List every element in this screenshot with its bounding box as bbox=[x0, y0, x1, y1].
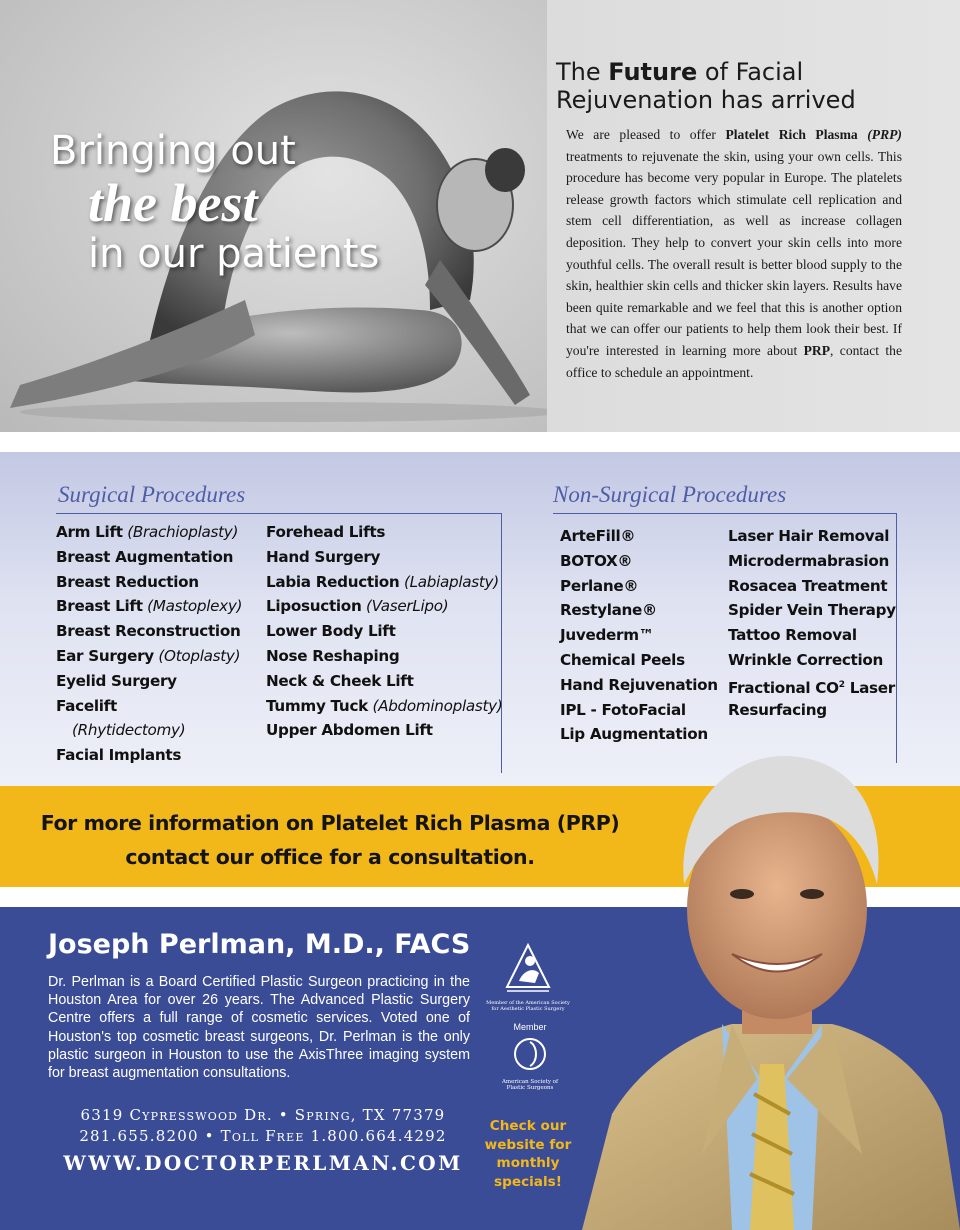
nonsurgical-procedure-label: Juvederm™ bbox=[560, 626, 654, 645]
hero-section bbox=[0, 0, 960, 432]
surgical-procedure-item bbox=[56, 743, 242, 768]
surgical-procedure-label: Neck & Cheek Lift bbox=[266, 671, 414, 690]
intro-italic-prp: (PRP) bbox=[857, 127, 902, 142]
surgical-procedure-label: Tummy Tuck bbox=[266, 696, 368, 715]
nonsurgical-procedure-label: Laser Hair Removal bbox=[728, 527, 890, 545]
surgical-list-col1 bbox=[56, 520, 242, 768]
asaps-figure-icon bbox=[505, 943, 551, 993]
surgical-procedure-item bbox=[56, 545, 242, 570]
doctor-portrait bbox=[582, 734, 960, 1230]
nonsurgical-procedure-label: Chemical Peels bbox=[560, 650, 685, 669]
nonsurgical-procedure-label: Resurfacing bbox=[728, 700, 827, 719]
surgical-procedure-item bbox=[266, 718, 502, 743]
surgical-procedure-label: Breast Lift bbox=[56, 597, 143, 616]
website-link[interactable]: WWW.DOCTORPERLMAN.COM bbox=[63, 1151, 463, 1175]
asps-seal-icon bbox=[512, 1036, 548, 1072]
hero-tagline bbox=[50, 128, 379, 276]
surgical-procedure-label: Labia Reduction bbox=[266, 572, 400, 591]
phone-numbers: 281.655.8200 • Toll Free 1.800.664.4292 bbox=[79, 1127, 447, 1145]
surgical-procedure-alt-name: (Rhytidectomy) bbox=[72, 721, 186, 740]
surgical-procedure-item bbox=[266, 570, 502, 595]
cta-line-2: contact our office for a consultation. bbox=[125, 845, 535, 869]
nonsurgical-title: Non-Surgical Procedures bbox=[553, 482, 787, 507]
nonsurgical-procedure-label: Rosacea Treatment bbox=[728, 576, 888, 595]
surgical-procedure-item bbox=[266, 520, 502, 545]
nonsurgical-procedure-item bbox=[728, 549, 896, 574]
nonsurgical-procedure-item bbox=[560, 698, 718, 723]
tagline-line-1: Bringing out bbox=[50, 128, 296, 174]
surgical-procedure-alt-name: (Brachioplasty) bbox=[122, 523, 239, 541]
surgical-procedure-item bbox=[266, 594, 502, 619]
specials-line-1: Check our bbox=[489, 1118, 567, 1134]
nonsurgical-procedure-item bbox=[728, 673, 896, 698]
asps-member-label: Member bbox=[513, 1022, 547, 1032]
surgical-procedure-label: Upper Abdomen Lift bbox=[266, 721, 433, 740]
tagline-line-2: the best bbox=[88, 173, 258, 233]
doctor-bio: Dr. Perlman is a Board Certified Plastic Surgeon practicing in the Houston Area for over 26 years. The Advanced Plastic Surgery Centre offers a full range of cosmetic services. Voted one of Houston's top cosmetic breast surgeons, Dr. Perlman is the only plastic surgeon in Houston to use the AxisThree imaging system for breast augmentation consultations. bbox=[48, 974, 470, 1082]
co2-suffix: Laser bbox=[844, 678, 895, 697]
surgical-procedure-alt-name: (VaserLipo) bbox=[361, 597, 449, 616]
specials-line-3: monthly specials! bbox=[494, 1155, 562, 1190]
intro-part-2: treatments to rejuvenate the skin, using your own cells. This procedure has become very popular in Europe. The platelets release growth factors which stimulate cell replication and stem cell differentiation, as well as increase collagen deposition. They help to convert your skin cells into more youthful cells. The overall result is better blood supply to the skin, healthier skin cells and thicker skin layers. Results have been quite remarkable and we feel that this is another option that we can offer our patients to help them look their best. If you're interested in learning more about bbox=[566, 148, 902, 358]
address: 6319 Cypresswood Dr. • Spring, TX 77379 bbox=[80, 1106, 446, 1124]
prp-heading-line2: Rejuvenation has arrived bbox=[556, 86, 856, 114]
surgical-procedure-item bbox=[56, 718, 242, 743]
prp-heading-pre: The bbox=[556, 58, 609, 86]
surgical-procedure-item bbox=[56, 619, 242, 644]
nonsurgical-procedure-item bbox=[560, 673, 718, 698]
surgical-procedure-item bbox=[56, 570, 242, 595]
nonsurgical-list-col1 bbox=[560, 524, 718, 747]
asps-caption: American Society of Plastic Surgeons bbox=[501, 1079, 559, 1091]
nonsurgical-rule-vertical bbox=[896, 513, 897, 763]
nonsurgical-procedure-label: Lip Augmentation bbox=[560, 725, 708, 744]
surgical-procedure-item bbox=[56, 694, 242, 719]
nonsurgical-procedure-label: Microdermabrasion bbox=[728, 551, 889, 570]
surgical-procedure-item bbox=[56, 520, 242, 545]
specials-line-2: website for bbox=[484, 1136, 572, 1153]
nonsurgical-procedure-label: Spider Vein Therapy bbox=[728, 601, 896, 620]
nonsurgical-procedure-item bbox=[560, 549, 718, 574]
nonsurgical-procedure-item bbox=[560, 598, 718, 623]
surgical-procedure-label: Breast Reconstruction bbox=[56, 622, 241, 641]
asaps-logo bbox=[484, 943, 572, 1012]
surgical-procedure-alt-name: (Abdominoplasty) bbox=[367, 696, 503, 715]
surgical-procedure-label: Nose Reshaping bbox=[266, 646, 400, 665]
nonsurgical-procedure-item bbox=[728, 574, 896, 599]
intro-part-1: We are pleased to offer bbox=[566, 127, 726, 142]
nonsurgical-procedure-item bbox=[560, 648, 718, 673]
intro-bold-prp-name: Platelet Rich Plasma bbox=[725, 127, 858, 142]
nonsurgical-procedure-item bbox=[560, 524, 718, 549]
nonsurgical-procedure-item bbox=[728, 524, 896, 549]
surgical-procedure-item bbox=[56, 669, 242, 694]
nonsurgical-rule-horizontal bbox=[553, 513, 897, 514]
surgical-procedure-alt-name: (Labiaplasty) bbox=[399, 572, 499, 591]
surgical-procedure-label: Forehead Lifts bbox=[266, 523, 386, 541]
cta-text bbox=[0, 806, 660, 874]
surgical-procedure-label: Liposuction bbox=[266, 597, 362, 616]
prp-intro-text bbox=[566, 124, 902, 383]
nonsurgical-procedure-item bbox=[560, 623, 718, 648]
nonsurgical-procedure-item bbox=[728, 623, 896, 648]
prp-heading-bold: Future bbox=[608, 58, 698, 86]
surgical-procedure-item bbox=[266, 694, 502, 719]
surgical-procedure-label: Facelift bbox=[56, 696, 117, 715]
surgical-procedure-label: Eyelid Surgery bbox=[56, 671, 177, 690]
nonsurgical-procedure-label: ArteFill® bbox=[560, 527, 636, 545]
prp-heading bbox=[556, 58, 916, 114]
surgical-procedure-label: Hand Surgery bbox=[266, 547, 381, 566]
doctor-name: Joseph Perlman, M.D., FACS bbox=[48, 929, 471, 960]
surgical-procedure-item bbox=[266, 545, 502, 570]
surgical-list-col2 bbox=[266, 520, 502, 743]
surgical-procedure-label: Breast Augmentation bbox=[56, 547, 234, 566]
nonsurgical-procedure-item bbox=[728, 598, 896, 623]
surgical-procedure-alt-name: (Mastoplexy) bbox=[142, 597, 243, 616]
nonsurgical-procedure-label: BOTOX® bbox=[560, 551, 633, 570]
intro-part-3: , contact the office to schedule an appointment. bbox=[566, 342, 902, 380]
prp-heading-post: of Facial bbox=[697, 58, 804, 86]
nonsurgical-procedure-item bbox=[560, 574, 718, 599]
nonsurgical-procedure-label: Fractional CO bbox=[728, 678, 839, 697]
surgical-procedure-label: Arm Lift bbox=[56, 523, 123, 541]
surgical-title: Surgical Procedures bbox=[58, 482, 246, 507]
nonsurgical-procedure-item bbox=[728, 698, 896, 723]
nonsurgical-procedure-label: Wrinkle Correction bbox=[728, 650, 884, 669]
cta-line-1: For more information on Platelet Rich Plasma (PRP) bbox=[40, 811, 620, 835]
surgical-procedure-item bbox=[266, 669, 502, 694]
surgical-procedure-label: Lower Body Lift bbox=[266, 622, 396, 641]
nonsurgical-procedure-item bbox=[728, 648, 896, 673]
contact-block bbox=[48, 1105, 478, 1179]
surgical-procedure-item bbox=[266, 619, 502, 644]
nonsurgical-procedure-label: Perlane® bbox=[560, 576, 639, 595]
surgical-rule-horizontal bbox=[56, 513, 502, 514]
nonsurgical-procedure-label: Hand Rejuvenation bbox=[560, 675, 718, 694]
surgical-procedure-label: Ear Surgery bbox=[56, 646, 154, 665]
monthly-specials-note bbox=[466, 1117, 590, 1191]
surgical-procedure-alt-name: (Otoplasty) bbox=[153, 646, 241, 665]
asps-logo bbox=[492, 1022, 568, 1091]
asaps-caption: Member of the American Society for Aesthetic Plastic Surgery bbox=[486, 1000, 570, 1012]
surgical-procedure-item bbox=[56, 644, 242, 669]
surgical-procedure-item bbox=[266, 644, 502, 669]
nonsurgical-list-col2 bbox=[728, 524, 896, 722]
nonsurgical-procedure-label: IPL - FotoFacial bbox=[560, 700, 686, 719]
surgical-procedure-label: Facial Implants bbox=[56, 746, 182, 765]
nonsurgical-procedure-label: Restylane® bbox=[560, 601, 657, 620]
co2-subscript: 2 bbox=[838, 679, 845, 690]
surgical-procedure-label: Breast Reduction bbox=[56, 572, 199, 591]
nonsurgical-procedure-label: Tattoo Removal bbox=[728, 626, 857, 645]
tagline-line-3: in our patients bbox=[88, 231, 380, 277]
surgical-procedure-item bbox=[56, 594, 242, 619]
intro-bold-prp: PRP bbox=[803, 342, 831, 358]
